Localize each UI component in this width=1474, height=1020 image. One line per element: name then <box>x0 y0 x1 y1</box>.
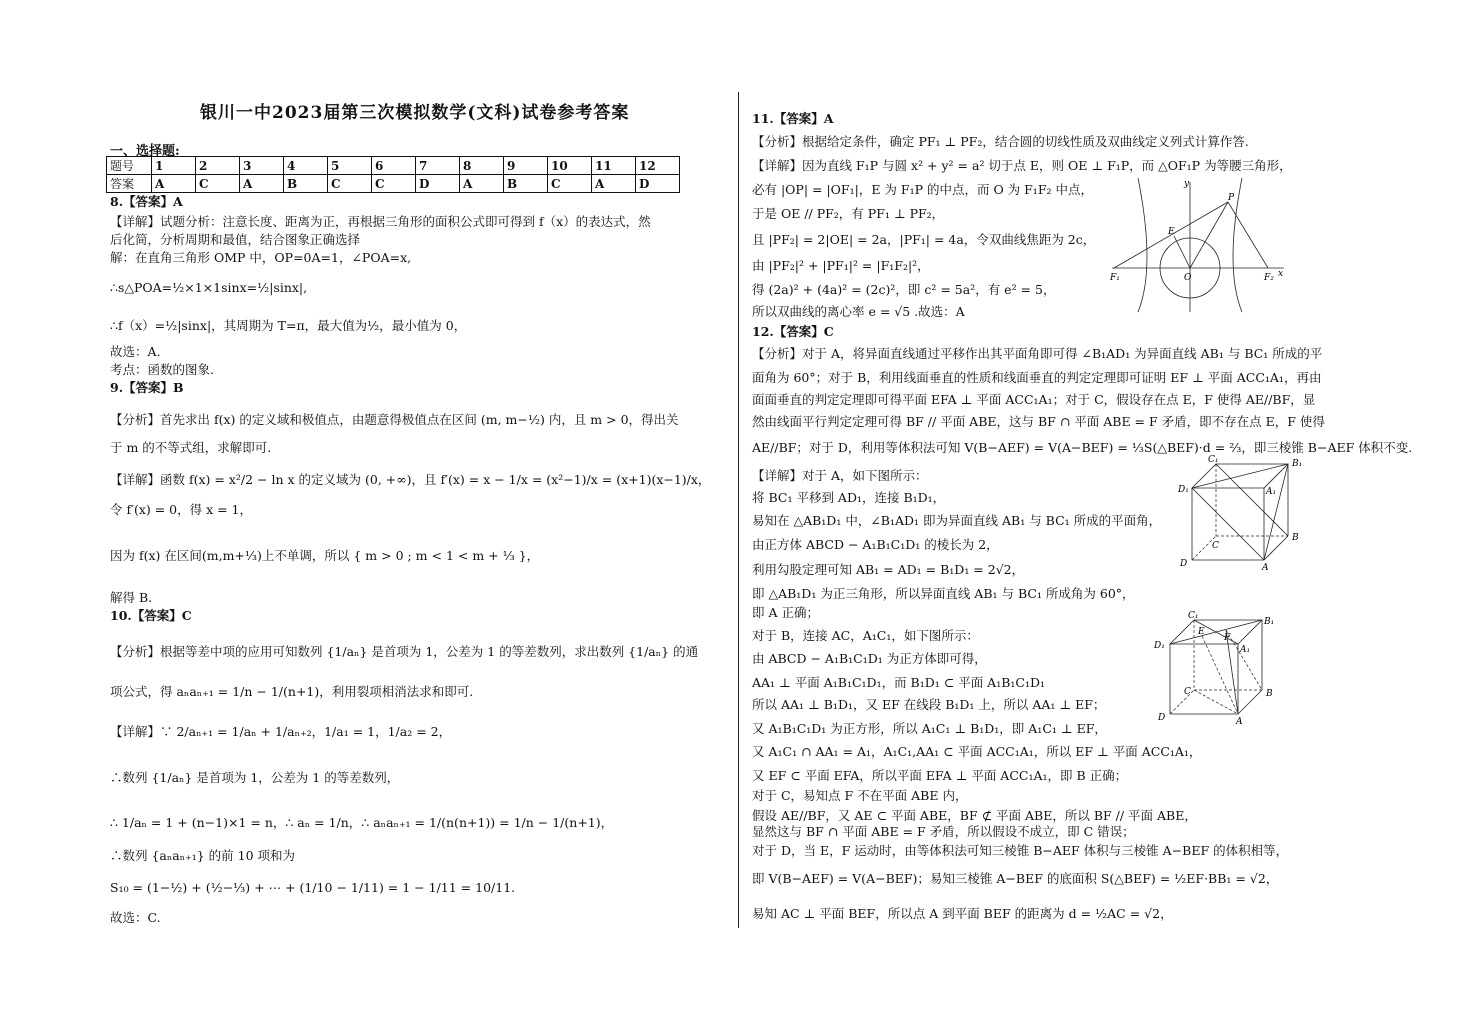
label-c: C <box>1184 687 1191 697</box>
text-line: 于 m 的不等式组，求解即可. <box>110 440 272 455</box>
text-line: 又 EF ⊂ 平面 EFA，所以平面 EFA ⊥ 平面 ACC₁A₁，即 B 正确； <box>752 768 1128 783</box>
text-line: 后化简，分析周期和最值，结合图象正确选择 <box>110 232 361 247</box>
q12-answer: 12.【答案】C <box>752 324 834 339</box>
text-line: 解：在直角三角形 OMP 中，OP=0A=1，∠POA=x, <box>110 250 412 265</box>
text-line: 故选：A. <box>110 344 161 359</box>
formula-line: ∴s△POA=½×1×1sinx=½|sinx|, <box>110 280 308 295</box>
label-e: E <box>1168 227 1175 237</box>
text-line: 面面垂直的判定定理即可得平面 EFA ⊥ 平面 ACC₁A₁；对于 C，假设存在点 E，F 使得 AE//BF，显 <box>752 392 1316 407</box>
text-line: 假设 AE//BF，又 AE ⊂ 平面 ABE，BF ⊄ 平面 ABE，所以 BF // 平面 ABE， <box>752 808 1197 823</box>
text-line: 即 V(B−AEF) = V(A−BEF)；易知三棱锥 A−BEF 的底面积 S(△BEF) = ½EF·BB₁ = √2， <box>752 871 1279 886</box>
table-cell: B <box>504 175 548 193</box>
formula-line: 项公式，得 aₙaₙ₊₁ = 1/n − 1/(n+1)，利用裂项相消法求和即可. <box>110 684 474 699</box>
text-line: AA₁ ⊥ 平面 A₁B₁C₁D₁，而 B₁D₁ ⊂ 平面 A₁B₁C₁D₁ <box>752 675 1046 690</box>
label-a: A <box>1262 563 1269 573</box>
text-line: 对于 C，易知点 F 不在平面 ABE 内， <box>752 788 968 803</box>
text-line: 由正方体 ABCD − A₁B₁C₁D₁ 的棱长为 2， <box>752 537 999 552</box>
text-line: 由 ABCD − A₁B₁C₁D₁ 为正方体即可得， <box>752 651 987 666</box>
text-line: 故选：C. <box>110 910 161 925</box>
line-oe <box>1174 236 1190 268</box>
text-line: 将 BC₁ 平移到 AD₁，连接 B₁D₁， <box>752 490 946 505</box>
text-line: 【分析】根据等差中项的应用可知数列 {1/aₙ} 是首项为 1，公差为 1 的等差数列，求出数列 {1/aₙ} 的通 <box>110 644 699 659</box>
label-p: P <box>1228 193 1235 203</box>
table-cell: C <box>196 175 240 193</box>
text-line: 【分析】对于 A，将异面直线通过平移作出其平面角即可得 ∠B₁AD₁ 为异面直线 AB₁ 与 BC₁ 所成的平 <box>752 346 1323 361</box>
label-d: D <box>1158 713 1166 723</box>
section-heading: 一、选择题: <box>110 144 180 159</box>
label-f: F <box>1224 633 1231 643</box>
q8-answer: 8.【答案】A <box>110 194 183 209</box>
cube2-diagonal-ac <box>1194 690 1238 714</box>
label-e: E <box>1198 627 1205 637</box>
table-cell: 3 <box>240 157 284 175</box>
label-c1: C₁ <box>1188 611 1199 621</box>
label-d1: D₁ <box>1154 641 1165 651</box>
label-b1: B₁ <box>1292 459 1303 469</box>
text-line: 得 (2a)² + (4a)² = (2c)²，即 c² = 5a²，有 e² = 5， <box>752 282 1056 297</box>
answer-table <box>106 156 680 193</box>
text-line: 解得 B. <box>110 590 153 605</box>
text-line: 显然这与 BF ∩ 平面 ABE = F 矛盾，所以假设不成立，即 C 错误； <box>752 824 1135 839</box>
text-line: 对于 B，连接 AC，A₁C₁，如下图所示： <box>752 628 979 643</box>
cube2-line-bf <box>1226 630 1262 690</box>
label-x: x <box>1278 269 1284 279</box>
label-f2: F₂ <box>1264 273 1274 283</box>
text-line: 由 |PF₂|² + |PF₁|² = |F₁F₂|²， <box>752 258 930 273</box>
table-cell: 11 <box>592 157 636 175</box>
table-cell: A <box>592 175 636 193</box>
label-d: D <box>1180 559 1188 569</box>
label-b: B <box>1292 533 1299 543</box>
text-line: 【详解】对于 A，如下图所示： <box>752 468 928 483</box>
formula-line: 【详解】∵ 2/aₙ₊₁ = 1/aₙ + 1/aₙ₊₂，1/a₁ = 1，1/a₂ = 2， <box>110 724 452 739</box>
table-cell: A <box>460 175 504 193</box>
table-cell: D <box>416 175 460 193</box>
text-line: 所以 AA₁ ⊥ B₁D₁，又 EF 在线段 B₁D₁ 上，所以 AA₁ ⊥ EF； <box>752 697 1106 712</box>
cube1-diagonal-ab1 <box>1264 464 1288 560</box>
table-cell: D <box>636 175 680 193</box>
label-o: O <box>1184 273 1192 283</box>
hyperbola-figure <box>1108 176 1288 316</box>
text-line: 易知在 △AB₁D₁ 中，∠B₁AD₁ 即为异面直线 AB₁ 与 BC₁ 所成的平面角， <box>752 513 1162 528</box>
table-cell: 9 <box>504 157 548 175</box>
table-cell: 2 <box>196 157 240 175</box>
label-c1: C₁ <box>1208 455 1219 465</box>
table-cell: 1 <box>152 157 196 175</box>
table-cell: 4 <box>284 157 328 175</box>
text-line: 【分析】首先求出 f(x) 的定义域和极值点，由题意得极值点在区间 (m, m−½) 内，且 m > 0，得出关 <box>110 412 679 427</box>
text-line: 面角为 60°；对于 B，利用线面垂直的性质和线面垂直的判定定理即可证明 EF ⊥ 平面 ACC₁A₁，再由 <box>752 370 1322 385</box>
text-line: 对于 D，当 E，F 运动时，由等体积法可知三棱锥 B−AEF 体积与三棱锥 A−BEF 的体积相等， <box>752 843 1289 858</box>
text-line: 又 A₁C₁ ∩ AA₁ = A₁，A₁C₁,AA₁ ⊂ 平面 ACC₁A₁，所以 EF ⊥ 平面 ACC₁A₁， <box>752 744 1202 759</box>
table-cell: 5 <box>328 157 372 175</box>
table-cell: A <box>240 175 284 193</box>
formula-line: 因为 f(x) 在区间(m,m+⅓)上不单调，所以 { m > 0 ; m < 1 < m + ⅓ }， <box>110 548 540 563</box>
q11-answer: 11.【答案】A <box>752 111 834 126</box>
table-cell: C <box>372 175 416 193</box>
q9-answer: 9.【答案】B <box>110 380 184 395</box>
text-line: 【详解】因为直线 F₁P 与圆 x² + y² = a² 切于点 E，则 OE ⊥ F₁P，而 △OF₁P 为等腰三角形， <box>752 158 1292 173</box>
formula-line: ∴ 1/aₙ = 1 + (n−1)×1 = n，∴ aₙ = 1/n，∴ aₙaₙ₊₁ = 1/(n(n+1)) = 1/n − 1/(n+1)， <box>110 815 614 830</box>
text-line: 且 |PF₂| = 2|OE| = 2a，|PF₁| = 4a，令双曲线焦距为 2c， <box>752 232 1096 247</box>
q10-answer: 10.【答案】C <box>110 608 192 623</box>
table-header-cell: 题号 <box>107 157 152 175</box>
formula-line: 令 f′(x) = 0，得 x = 1， <box>110 502 253 517</box>
table-row <box>107 175 680 193</box>
label-c: C <box>1212 541 1219 551</box>
text-line: 所以双曲线的离心率 e = √5 .故选：A <box>752 304 965 319</box>
text-line: 【详解】试题分析：注意长度、距离为正，再根据三角形的面积公式即可得到 f（x）的表达式，然 <box>110 214 651 229</box>
table-cell: C <box>328 175 372 193</box>
formula-line: 【详解】函数 f(x) = x²/2 − ln x 的定义域为 (0, +∞)，且 f′(x) = x − 1/x = (x²−1)/x = (x+1)(x−1)/x， <box>110 472 711 487</box>
label-d1: D₁ <box>1178 485 1189 495</box>
table-cell: 12 <box>636 157 680 175</box>
formula-line: S₁₀ = (1−½) + (½−⅓) + ⋯ + (1/10 − 1/11) = 1 − 1/11 = 10/11. <box>110 880 516 895</box>
formula-line: ∴数列 {aₙaₙ₊₁} 的前 10 项和为 <box>110 848 296 863</box>
label-f1: F₁ <box>1110 273 1120 283</box>
text-line: 然由线面平行判定定理可得 BF // 平面 ABE，这与 BF ∩ 平面 ABE = F 矛盾，即不存在点 E，F 使得 <box>752 414 1325 429</box>
formula-line: ∴数列 {1/aₙ} 是首项为 1，公差为 1 的等差数列， <box>110 770 400 785</box>
cube-figure-2 <box>1150 608 1290 726</box>
table-header-cell: 答案 <box>107 175 152 193</box>
formula-line: ∴f（x）=½|sinx|，其周期为 T=π，最大值为½，最小值为 0， <box>110 318 467 333</box>
text-line: 又 A₁B₁C₁D₁ 为正方形，所以 A₁C₁ ⊥ B₁D₁，即 A₁C₁ ⊥ EF， <box>752 721 1107 736</box>
column-divider <box>738 92 739 928</box>
line-op <box>1190 202 1228 268</box>
text-line: 必有 |OP| = |OF₁|，E 为 F₁P 的中点，而 O 为 F₁F₂ 中点， <box>752 182 1093 197</box>
text-line: 【分析】根据给定条件，确定 PF₁ ⊥ PF₂，结合圆的切线性质及双曲线定义列式计算作答. <box>752 134 1249 149</box>
text-line: 即 △AB₁D₁ 为正三角形，所以异面直线 AB₁ 与 BC₁ 所成角为 60°， <box>752 586 1135 601</box>
cube-figure-1 <box>1172 454 1312 574</box>
text-line: AE//BF；对于 D，利用等体积法可知 V(B−AEF) = V(A−BEF) = ⅓S(△BEF)·d = ⅔，即三棱锥 B−AEF 体积不变. <box>752 440 1413 455</box>
hyperbola-left-branch <box>1138 178 1147 312</box>
page-title: 银川一中2023届第三次模拟数学(文科)试卷参考答案 <box>200 103 630 123</box>
hyperbola-right-branch <box>1233 178 1242 312</box>
cube2-edge <box>1238 690 1262 714</box>
label-b: B <box>1266 689 1273 699</box>
text-line: 考点：函数的图象. <box>110 362 214 377</box>
label-b1: B₁ <box>1264 617 1275 627</box>
label-y: y <box>1184 179 1190 189</box>
table-cell: C <box>548 175 592 193</box>
table-cell: 6 <box>372 157 416 175</box>
text-line: 即 A 正确； <box>752 605 819 620</box>
label-a1: A₁ <box>1266 487 1277 497</box>
label-a1: A₁ <box>1240 645 1251 655</box>
label-a: A <box>1236 717 1243 726</box>
cube1-edge <box>1264 536 1288 560</box>
table-cell: 10 <box>548 157 592 175</box>
table-cell: 8 <box>460 157 504 175</box>
text-line: 于是 OE // PF₂，有 PF₁ ⊥ PF₂， <box>752 206 945 221</box>
table-row <box>107 157 680 175</box>
table-cell: B <box>284 175 328 193</box>
text-line: 利用勾股定理可知 AB₁ = AD₁ = B₁D₁ = 2√2， <box>752 562 1025 577</box>
table-cell: A <box>152 175 196 193</box>
table-cell: 7 <box>416 157 460 175</box>
cube1-diagonal-b1d1 <box>1192 464 1288 488</box>
text-line: 易知 AC ⊥ 平面 BEF，所以点 A 到平面 BEF 的距离为 d = ½AC = √2， <box>752 906 1173 921</box>
